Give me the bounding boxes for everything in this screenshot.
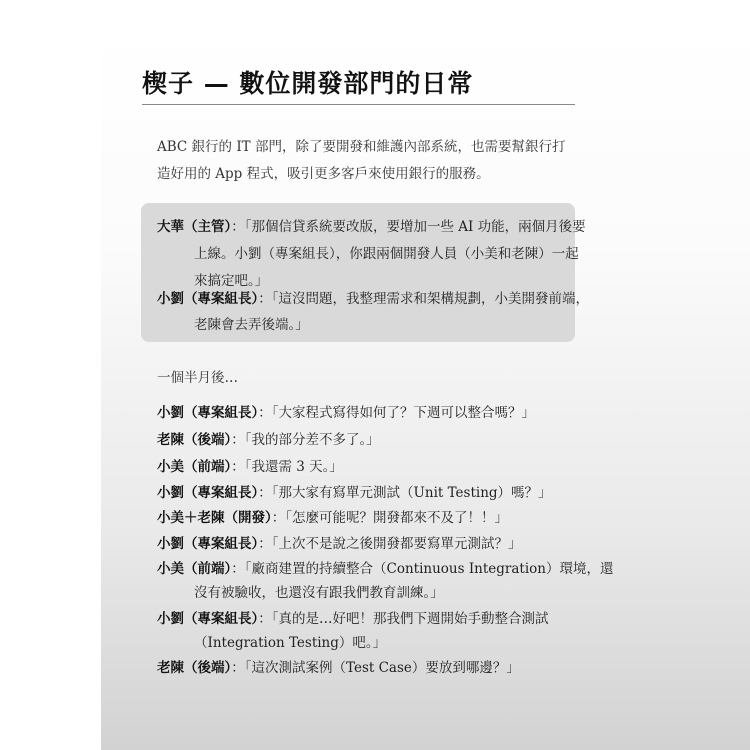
dialogue-text: ：「那個信貸系統要改版，要增加一些 AI 功能，兩個月後要 xyxy=(231,219,586,235)
dialogue-continuation: 上線。小劉（專案組長），你跟兩個開發人員（小美和老陳）一起 xyxy=(194,246,579,262)
dialogue-line xyxy=(157,505,508,532)
speaker-name: 小劉（專案組長） xyxy=(157,405,259,421)
dialogue-line xyxy=(157,606,549,633)
speaker-name: 小劉（專案組長） xyxy=(157,611,259,627)
dialogue-line xyxy=(157,556,613,583)
dialogue-line xyxy=(157,400,535,427)
dialogue-continuation: 沒有被驗收，也還沒有跟我們教育訓練。」 xyxy=(194,585,444,601)
speaker-name: 老陳（後端） xyxy=(157,432,232,448)
intro-paragraph: ABC 銀行的 IT 部門，除了要開發和維護內部系統，也需要幫銀行打造好用的 App 程式，吸引更多客戶來使用銀行的服務。 xyxy=(157,139,566,182)
speaker-name: 小劉（專案組長） xyxy=(157,536,259,552)
dialogue-text: ：「廠商建置的持續整合（Continuous Integration）環境，還 xyxy=(231,561,614,577)
dialogue-text: ：「這次測試案例（Test Case）要放到哪邊？」 xyxy=(231,660,520,676)
dialogue-text: ：「我還需 3 天。」 xyxy=(231,459,343,475)
dialogue-line xyxy=(157,286,589,313)
speaker-name: 小劉（專案組長） xyxy=(157,485,259,501)
time-transition: 一個半月後… xyxy=(157,370,238,386)
speaker-name: 小美＋老陳（開發） xyxy=(157,510,272,526)
dialogue-text: ：「真的是…好吧！那我們下週開始手動整合測試 xyxy=(258,611,549,627)
dialogue-line xyxy=(157,214,586,241)
dialogue-continuation: 老陳會去弄後端。」 xyxy=(194,317,309,333)
dialogue-line xyxy=(157,427,380,454)
dialogue-line xyxy=(157,655,520,682)
title-divider xyxy=(142,104,575,105)
dialogue-text: ：「大家程式寫得如何了？下週可以整合嗎？」 xyxy=(258,405,535,421)
dialogue-text: ：「那大家有寫單元測試（Unit Testing）嗎？」 xyxy=(258,485,552,501)
dialogue-continuation: 來搞定吧。」 xyxy=(194,273,269,289)
chapter-title: 楔子 — 數位開發部門的日常 xyxy=(142,69,474,98)
dialogue-text: ：「這沒問題，我整理需求和架構規劃，小美開發前端， xyxy=(258,291,589,307)
dialogue-line xyxy=(157,480,552,507)
dialogue-continuation: （Integration Testing）吧。」 xyxy=(194,635,387,651)
speaker-name: 小劉（專案組長） xyxy=(157,291,259,307)
speaker-name: 小美（前端） xyxy=(157,561,232,577)
speaker-name: 老陳（後端） xyxy=(157,660,232,676)
dialogue-text: ：「怎麼可能呢？開發都來不及了！！」 xyxy=(271,510,508,526)
dialogue-line xyxy=(157,531,522,558)
dialogue-text: ：「我的部分差不多了。」 xyxy=(231,432,380,448)
dialogue-text: ：「上次不是說之後開發都要寫單元測試？」 xyxy=(258,536,522,552)
speaker-name: 大華（主管） xyxy=(157,219,232,235)
dialogue-line xyxy=(157,454,343,481)
speaker-name: 小美（前端） xyxy=(157,459,232,475)
